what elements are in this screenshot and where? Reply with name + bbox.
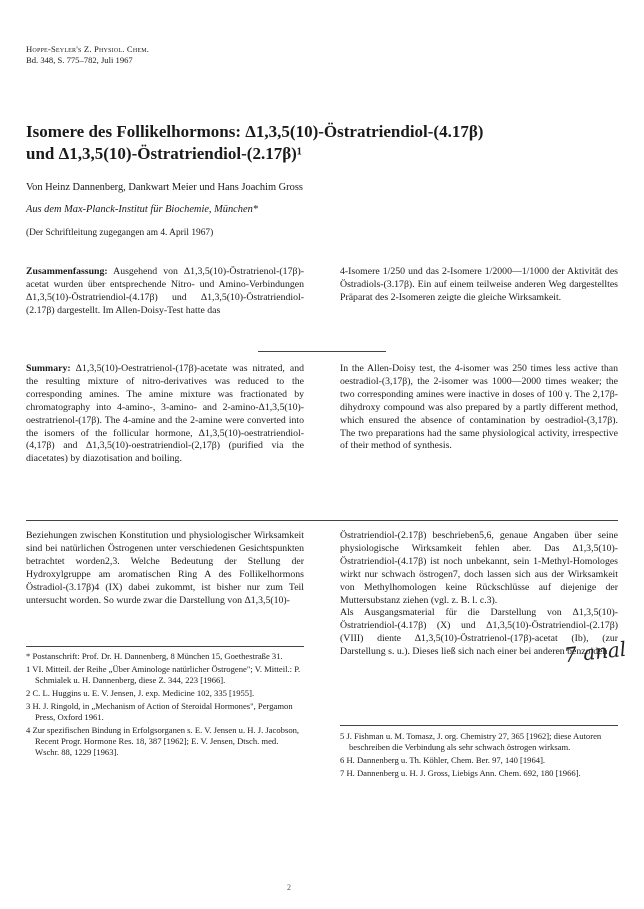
body-right [340, 530, 618, 659]
article-title [26, 121, 618, 165]
journal-citation: Bd. 348, S. 775–782, Juli 1967 [26, 55, 133, 65]
footnote-rule-left [26, 646, 304, 647]
title-line-2: und Δ1,3,5(10)-Östratriendiol-(2.17β)¹ [26, 144, 302, 163]
affiliation: Aus dem Max-Planck-Institut für Biochemie, München* [26, 204, 258, 215]
page-mark: 2 [287, 883, 291, 892]
abstract-de-left [26, 266, 304, 318]
footnotes-right [340, 731, 618, 781]
body-left [26, 530, 304, 607]
footnotes-left [26, 651, 304, 760]
abstract-en-right [340, 363, 618, 453]
footnote-item: 1 VI. Mitteil. der Reihe „Über Aminologe natürlicher Östrogene"; V. Mitteil.: P. Schmialek u. H. Dannenberg, diese Z. 344, 223 [1966]. [26, 664, 301, 685]
footnote-item: 2 C. L. Huggins u. E. V. Jensen, J. exp. Medicine 102, 335 [1955]. [26, 688, 255, 698]
footnote-item: * Postanschrift: Prof. Dr. H. Dannenberg, 8 München 15, Goethestraße 31. [26, 651, 283, 661]
abstract-en-left-text: Δ1,3,5(10)-Oestratrienol-(17β)-acetate was nitrated, and the resulting mixture of nitro-derivatives was reduced to the corresponding amines. The amine mixture was fractionated by chromatography into 4-amino-, 3-amino- and 2-amino-Δ1,3,5(10)-oestratrienol-(17β). The 4-amine and the 2-amine were converted into the isomers of the follicular hormone, Δ1,3,5(10)-oestratriendiol-(4,17β) and Δ1,3,5(10)-oestratriendiol-(2,17β) (purified via the diacetates) by diazotisation and boiling. [26, 363, 304, 465]
footnote-item: 7 H. Dannenberg u. H. J. Gross, Liebigs Ann. Chem. 692, 180 [1966]. [340, 768, 581, 778]
author-list: Von Heinz Dannenberg, Dankwart Meier und Hans Joachim Gross [26, 182, 303, 193]
abstract-de-left-text: Ausgehend von Δ1,3,5(10)-Östratrienol-(17β)-acetat wurden über entsprechende Nitro- und Amino-Verbindungen Δ1,3,5(10)-Östratriendiol-(4.17β) und Δ1,3,5(10)-Östratriendiol-(2.17β) dargestellt. Im Allen-Doisy-Test hatte das [26, 266, 304, 316]
journal-name: Hoppe-Seyler's Z. Physiol. Chem. [26, 44, 150, 54]
abstract-rule [26, 520, 618, 521]
abstract-de-label: Zusammenfassung: [26, 266, 108, 277]
handwritten-margin-note: 7 anal [562, 636, 628, 668]
body-left-text: Beziehungen zwischen Konstitution und physiologischer Wirksamkeit sind bei natürlichen Östrogenen unter verschiedenen Gesichtspunkten betrachtet worden2,3. Welche Bedeutung der Stellung der Hydroxylgruppe am aromatischen Ring A des Follikelhormons Östradiol-(3.17β)4 (IX) dabei zukommt, ist bisher nur zum Teil untersucht worden. So wurde zwar die Darstellung von Δ1,3,5(10)- [26, 530, 304, 606]
abstract-de-right [340, 266, 618, 305]
received-date: (Der Schriftleitung zugegangen am 4. April 1967) [26, 228, 214, 238]
footnote-item: 5 J. Fishman u. M. Tomasz, J. org. Chemistry 27, 365 [1962]; diese Autoren beschreiben die Verbindung als sehr schwach östrogen wirksam. [340, 731, 602, 752]
abstract-en-right-text: In the Allen-Doisy test, the 4-isomer was 250 times less active than oestradiol-(3,17β), the 2-isomer was 1000—2000 times weaker; the two corresponding amines were inactive in doses of 100 γ. The 2,17β-dihydroxy compound was also prepared by a partly different method, which ensured the absence of contamination by oestradiol-(3,17β). The two preparations had the same physiological activity, irrespective of their method of synthesis. [340, 363, 618, 452]
abstract-en-label: Summary: [26, 363, 71, 374]
footnote-item: 3 H. J. Ringold, in „Mechanism of Action of Steroidal Hormones", Pergamon Press, Oxford 1961. [26, 701, 293, 722]
footnote-item: 4 Zur spezifischen Bindung in Erfolgsorganen s. E. V. Jensen u. H. J. Jacobson, Recent Progr. Hormone Res. 18, 387 [1962]; E. V. Jensen, Dtsch. med. Wschr. 88, 1229 [1963]. [26, 725, 300, 757]
title-line-1: Isomere des Follikelhormons: Δ1,3,5(10)-Östratriendiol-(4.17β) [26, 122, 484, 141]
section-divider [258, 351, 386, 352]
body-right-top: Östratriendiol-(2.17β) beschrieben5,6, genaue Angaben über seine physiologische Wirksamkeit fehlen aber. Das Δ1,3,5(10)-Östratriendiol-(4.17β) ist noch unbekannt, sein 1-Methyl-Homologes wirkt nur schwach östrogen7, doch lassen sich aus der Wirksamkeit von Methylhomologen keine Rückschlüsse auf diejenige der Muttersubstanz ziehen (vgl. z. B. l. c.3). [340, 530, 618, 606]
journal-header [26, 44, 149, 66]
abstract-en-left [26, 363, 304, 466]
abstract-de-right-text: 4-Isomere 1/250 und das 2-Isomere 1/2000—1/1000 der Aktivität des Östradiols-(3.17β). Ein auf einem teilweise anderen Weg dargestelltes Präparat des 2-Isomeren zeigte die gleiche Wirksamkeit. [340, 266, 618, 303]
footnote-item: 6 H. Dannenberg u. Th. Köhler, Chem. Ber. 97, 140 [1964]. [340, 755, 546, 765]
footnote-rule-right [340, 725, 618, 726]
body-right-bottom: Als Ausgangsmaterial für die Darstellung von Δ1,3,5(10)-Östratriendiol-(4.17β) (X) und Δ1,3,5(10)-Östratriendiol-(2.17β) (VIII) diente Δ1,3,5(10)-Östratrienol-(17β)-acetat (Ib), (zur Darstellung s. u.). Dieses ließ sich nach einer bei anderen benzoiden [340, 607, 618, 658]
